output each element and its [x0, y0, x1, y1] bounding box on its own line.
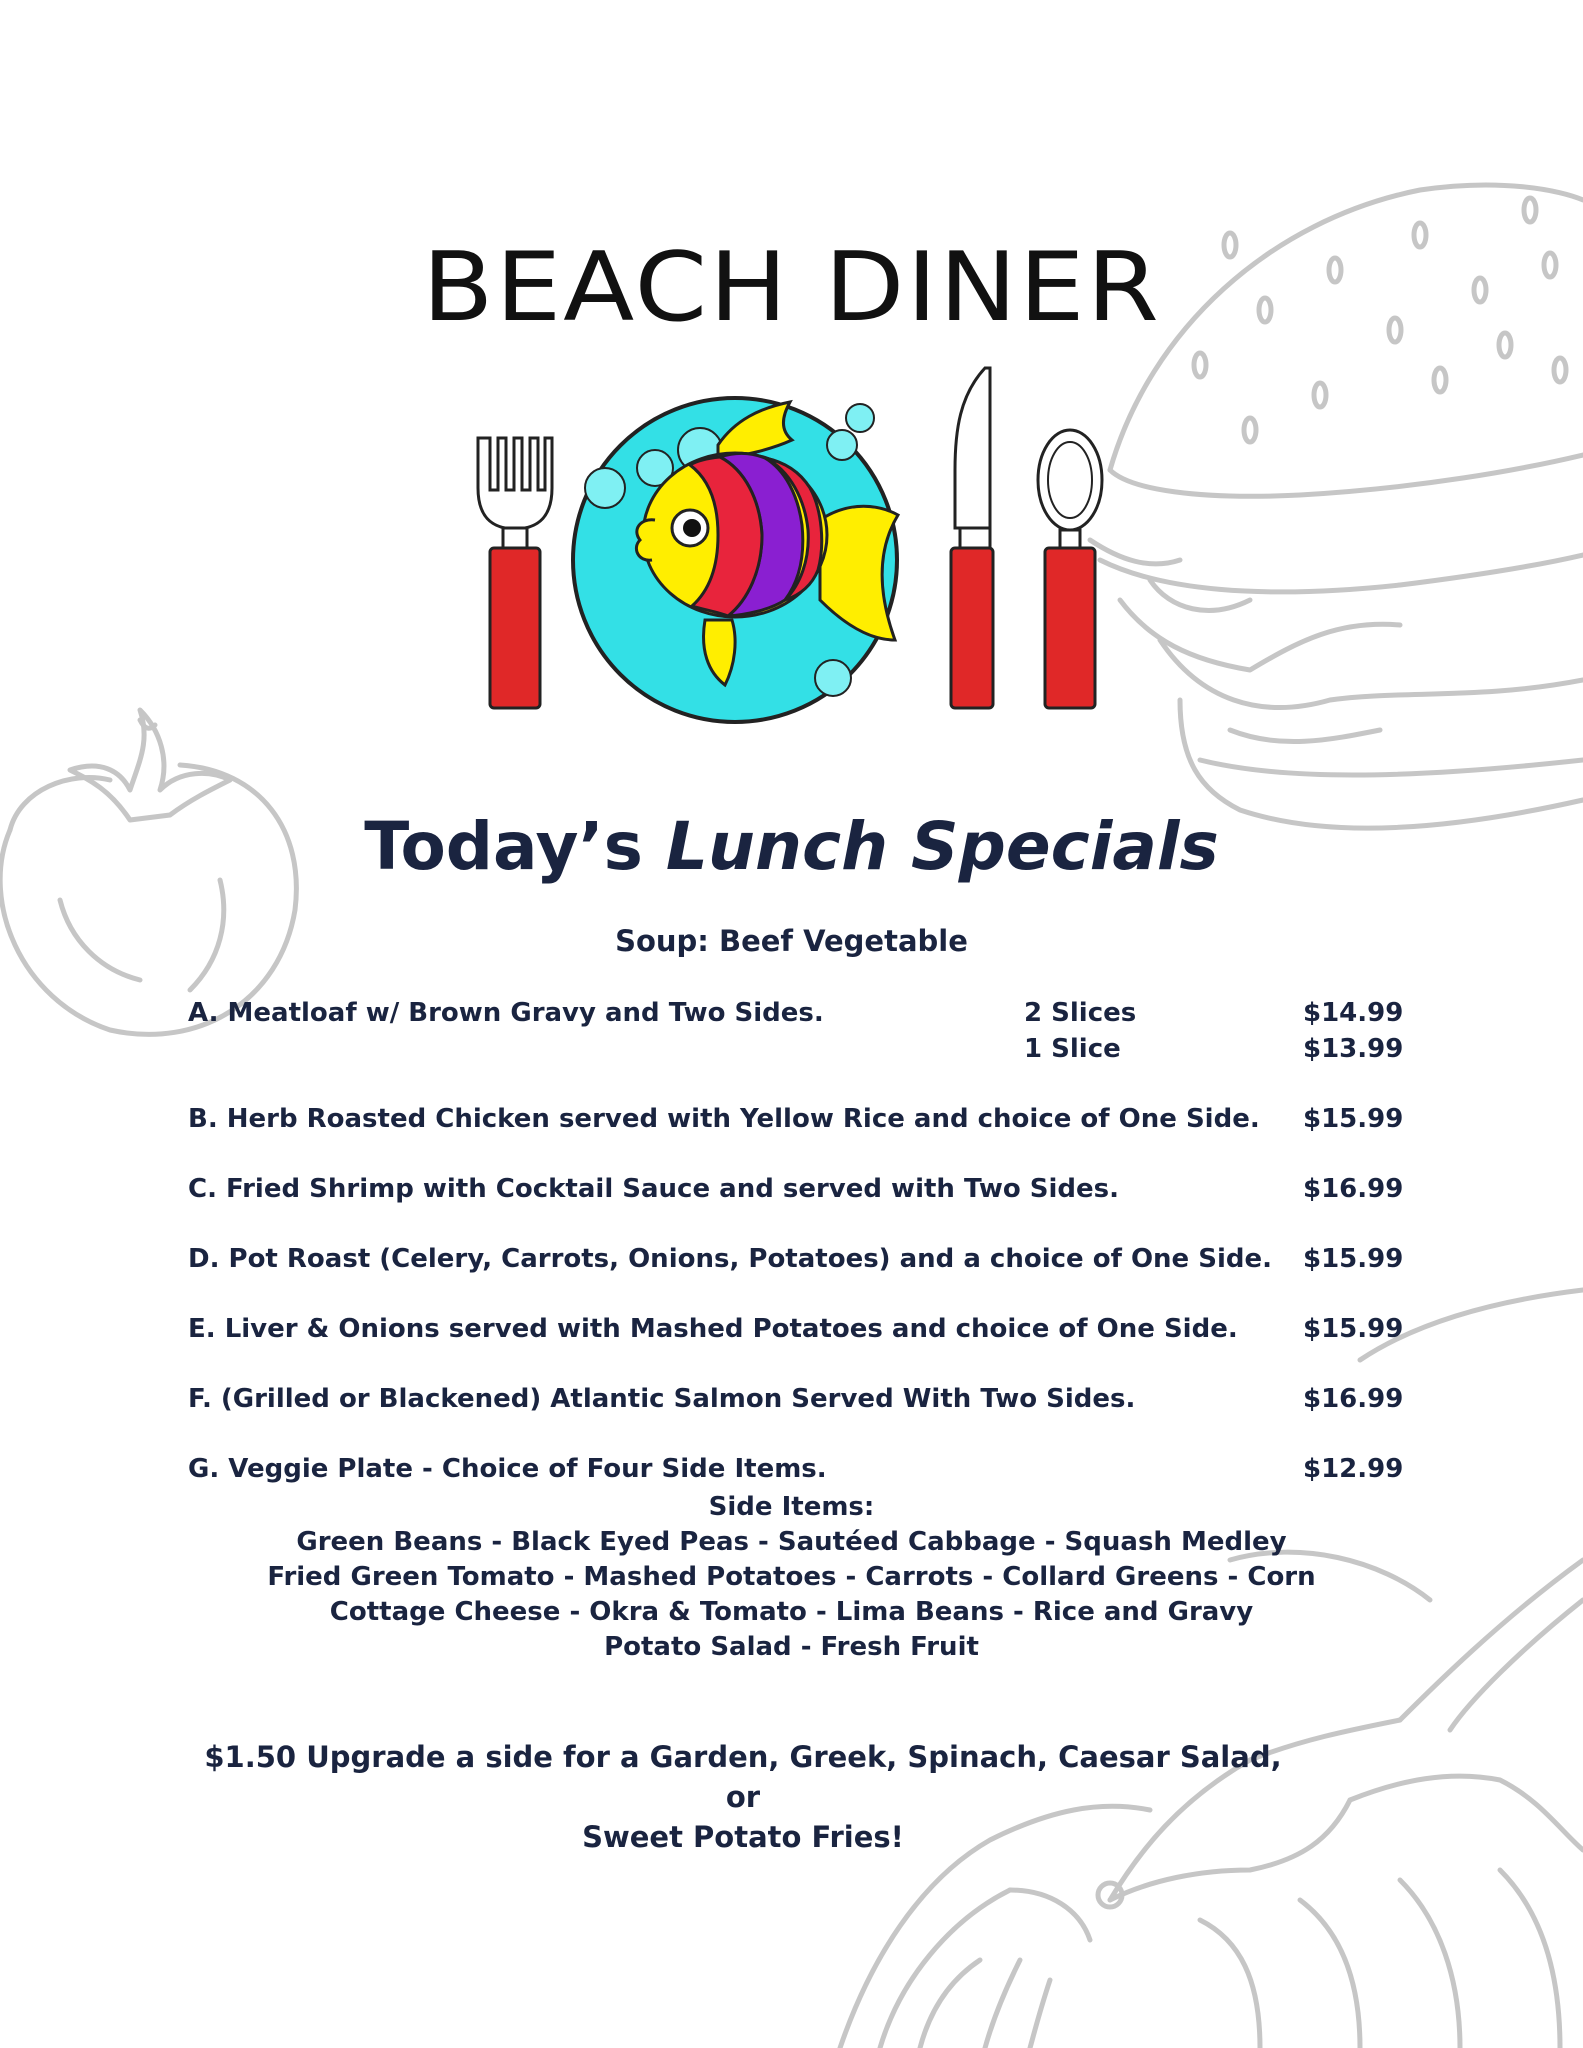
menu-item-a: A. Meatloaf w/ Brown Gravy and Two Sides. [188, 998, 824, 1028]
menu-item-a-price-2: $13.99 [1303, 1034, 1404, 1064]
upgrade-line-1: $1.50 Upgrade a side for a Garden, Greek, Spinach, Caesar Salad, or [204, 1740, 1282, 1814]
menu-item-f: F. (Grilled or Blackened) Atlantic Salmon Served With Two Sides. [188, 1384, 1136, 1414]
menu-item-f-price: $16.99 [1303, 1384, 1404, 1414]
menu-item-a-price-1: $14.99 [1303, 998, 1404, 1028]
menu-item-e: E. Liver & Onions served with Mashed Potatoes and choice of One Side. [188, 1314, 1238, 1344]
spoon-icon [1038, 430, 1102, 708]
headline-part1: Today’s [364, 808, 643, 885]
soup-of-the-day: Soup: Beef Vegetable [615, 924, 968, 958]
side-items-line: Green Beans - Black Eyed Peas - Sautéed Cabbage - Squash Medley [296, 1527, 1287, 1557]
knife-icon [951, 368, 993, 708]
side-items-line: Fried Green Tomato - Mashed Potatoes - Carrots - Collard Greens - Corn [267, 1562, 1316, 1592]
menu-item-a-portion-1: 2 Slices [1024, 998, 1137, 1028]
side-items-line: Potato Salad - Fresh Fruit [604, 1632, 979, 1662]
menu-item-g-price: $12.99 [1303, 1454, 1404, 1484]
menu-item-d: D. Pot Roast (Celery, Carrots, Onions, Potatoes) and a choice of One Side. [188, 1244, 1273, 1274]
menu-item-d-price: $15.99 [1303, 1244, 1404, 1274]
fork-icon [478, 438, 552, 708]
headline-part2: Lunch Specials [665, 808, 1219, 885]
page-title [0, 808, 1583, 885]
menu-item-c-price: $16.99 [1303, 1174, 1404, 1204]
side-items-line: Cottage Cheese - Okra & Tomato - Lima Beans - Rice and Gravy [329, 1597, 1254, 1627]
menu-item-a-portion-2: 1 Slice [1024, 1034, 1121, 1064]
side-items-section [0, 1490, 1583, 1665]
side-items-title: Side Items: [708, 1492, 875, 1522]
logo-title: BEACH DINER [422, 230, 1161, 344]
upgrade-line-2: Sweet Potato Fries! [582, 1820, 904, 1854]
menu-item-b-price: $15.99 [1303, 1104, 1404, 1134]
upgrade-note [188, 1737, 1298, 1857]
menu-item-e-price: $15.99 [1303, 1314, 1404, 1344]
menu-item-c: C. Fried Shrimp with Cocktail Sauce and served with Two Sides. [188, 1174, 1120, 1204]
menu-item-g: G. Veggie Plate - Choice of Four Side Items. [188, 1454, 827, 1484]
menu-item-b: B. Herb Roasted Chicken served with Yellow Rice and choice of One Side. [188, 1104, 1260, 1134]
